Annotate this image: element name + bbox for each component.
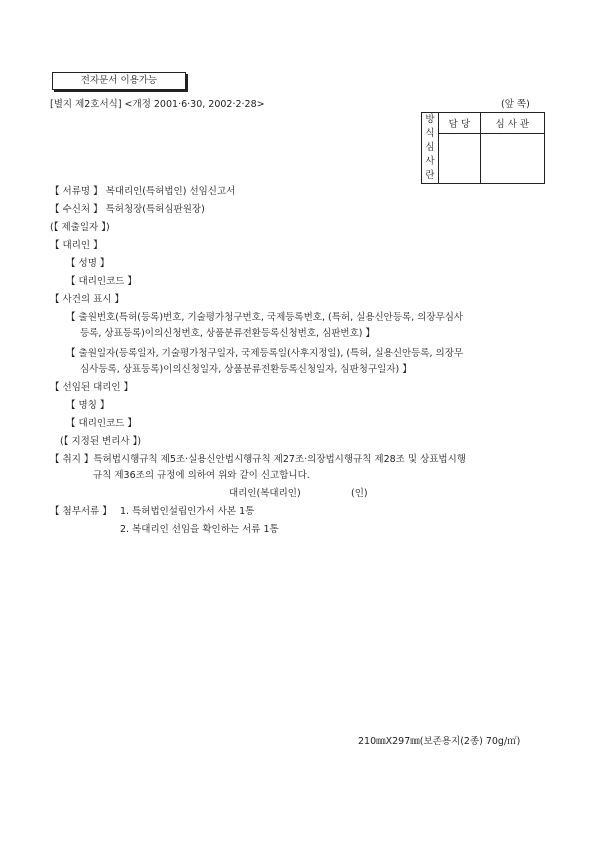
approval-cell-staff[interactable] <box>439 134 481 184</box>
field-appointed-code: 【 대리인코드 】 <box>66 418 137 429</box>
electronic-document-badge: 전자문서 이용가능 <box>52 72 186 90</box>
field-agent: 【 대리인 】 <box>50 240 103 251</box>
approval-table <box>421 112 545 184</box>
field-designated-attorney: (【 지정된 변리사 】) <box>60 436 142 447</box>
field-purpose: 【 취지 】특허법시행규칙 제5조·실용신안법시행규칙 제27조·의장법시행규칙 제28조 및 상표법시행 <box>50 454 466 465</box>
field-case-date: 【 출원일자(등록일자, 기술평가청구일자, 국제등록일(사후지정일), (특허, 실용신안등록, 의장무 <box>66 348 464 359</box>
field-appointed-agent: 【 선임된 대리인 】 <box>50 382 134 393</box>
seal-mark: (인) <box>351 488 368 499</box>
field-case-number: 【 출원번호(특허(등록)번호, 기술평가청구번호, 국제등록번호, (특허, 실용신안등록, 의장무심사 <box>66 312 464 323</box>
attachment-item-1: 1. 특허법인설립인가서 사본 1통 <box>120 506 255 517</box>
page-side: (앞 쪽) <box>501 99 530 110</box>
field-case-date-cont: 심사등록, 상표등록)이의신청일자, 상품분류전환등록신청일자, 심판청구일자) 】 <box>80 364 412 375</box>
field-purpose-cont: 규칙 제36조의 규정에 의하여 위와 같이 신고합니다. <box>93 470 310 481</box>
attachments-label: 【 첨부서류 】 <box>50 506 112 517</box>
signer-label: 대리인(복대리인) <box>229 488 301 499</box>
approval-col-staff: 담 당 <box>439 113 481 134</box>
field-submit-date: (【 제출일자 】) <box>50 222 110 233</box>
field-appointed-name: 【 명칭 】 <box>66 400 110 411</box>
field-agent-code: 【 대리인코드 】 <box>66 276 137 287</box>
field-case-number-cont: 등록, 상표등록)이의신청번호, 상품분류전환등록신청번호, 심판번호) 】 <box>80 328 376 339</box>
attachment-item-2: 2. 복대리인 선임을 확인하는 서류 1통 <box>120 524 279 535</box>
field-recipient: 【 수신처 】 특허청장(특허심판원장) <box>50 204 205 215</box>
paper-spec-footer: 210㎜X297㎜(보존용지(2종) 70g/㎡) <box>358 736 521 747</box>
form-id: [별지 제2호서식] <개정 2001·6·30, 2002·2·28> <box>50 99 265 110</box>
approval-col-examiner: 심 사 관 <box>480 113 544 134</box>
field-agent-name: 【 성명 】 <box>66 258 110 269</box>
field-case: 【 사건의 표시 】 <box>50 294 124 305</box>
field-doc-name: 【 서류명 】 복대리인(특허법인) 선임신고서 <box>50 186 236 197</box>
approval-vertical-label: 방 식 심 사 란 <box>422 113 439 184</box>
approval-cell-examiner[interactable] <box>480 134 544 184</box>
